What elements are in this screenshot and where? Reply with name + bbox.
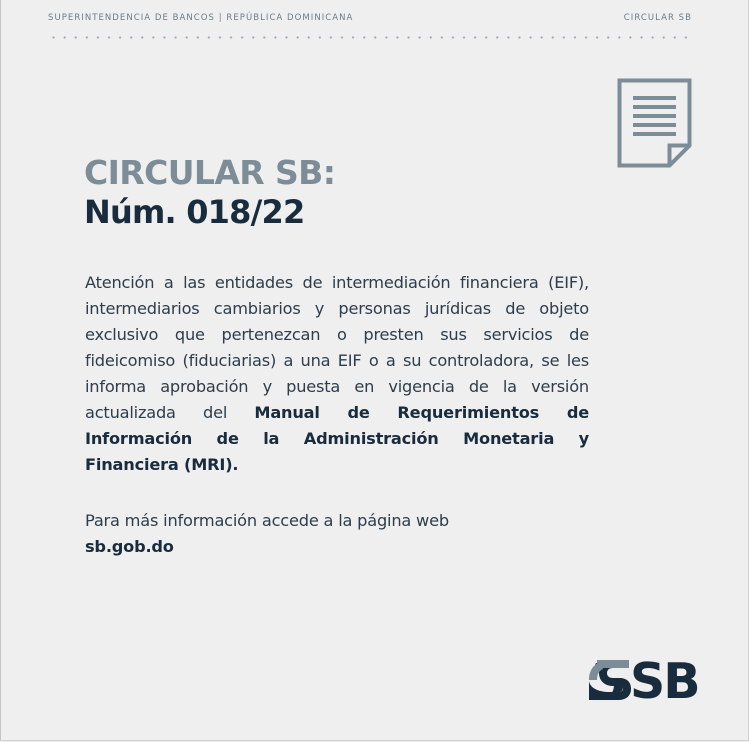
section-label: CIRCULAR SB	[623, 13, 692, 23]
circular-number: Núm. 018/22	[84, 193, 305, 231]
sb-logo	[589, 660, 715, 700]
organization-name: SUPERINTENDENCIA DE BANCOS | REPÚBLICA DOMINICANA	[48, 13, 354, 23]
top-header	[48, 13, 692, 27]
body-text-bold: Manual de Requerimientos de Información de la Administración Monetaria y Financiera (MRI).	[85, 403, 590, 474]
website-link[interactable]: sb.gob.do	[85, 537, 174, 556]
more-info-text: Para más información accede a la página web	[85, 511, 449, 530]
body-paragraph	[85, 270, 589, 478]
document-icon	[617, 78, 692, 168]
dotted-divider	[48, 36, 693, 39]
circular-title: CIRCULAR SB:	[84, 153, 336, 192]
body-text-regular: Atención a las entidades de intermediación financiera (EIF), intermediarios cambiarios y personas jurídicas de objeto exclusivo que pertenezcan o presten sus servicios de fideicomiso (fiduciarias) a una EIF o a su controladora, se les informa aprobación y puesta en vigencia de la versión actualizada del	[85, 273, 589, 422]
logo-text: SB	[630, 660, 699, 700]
